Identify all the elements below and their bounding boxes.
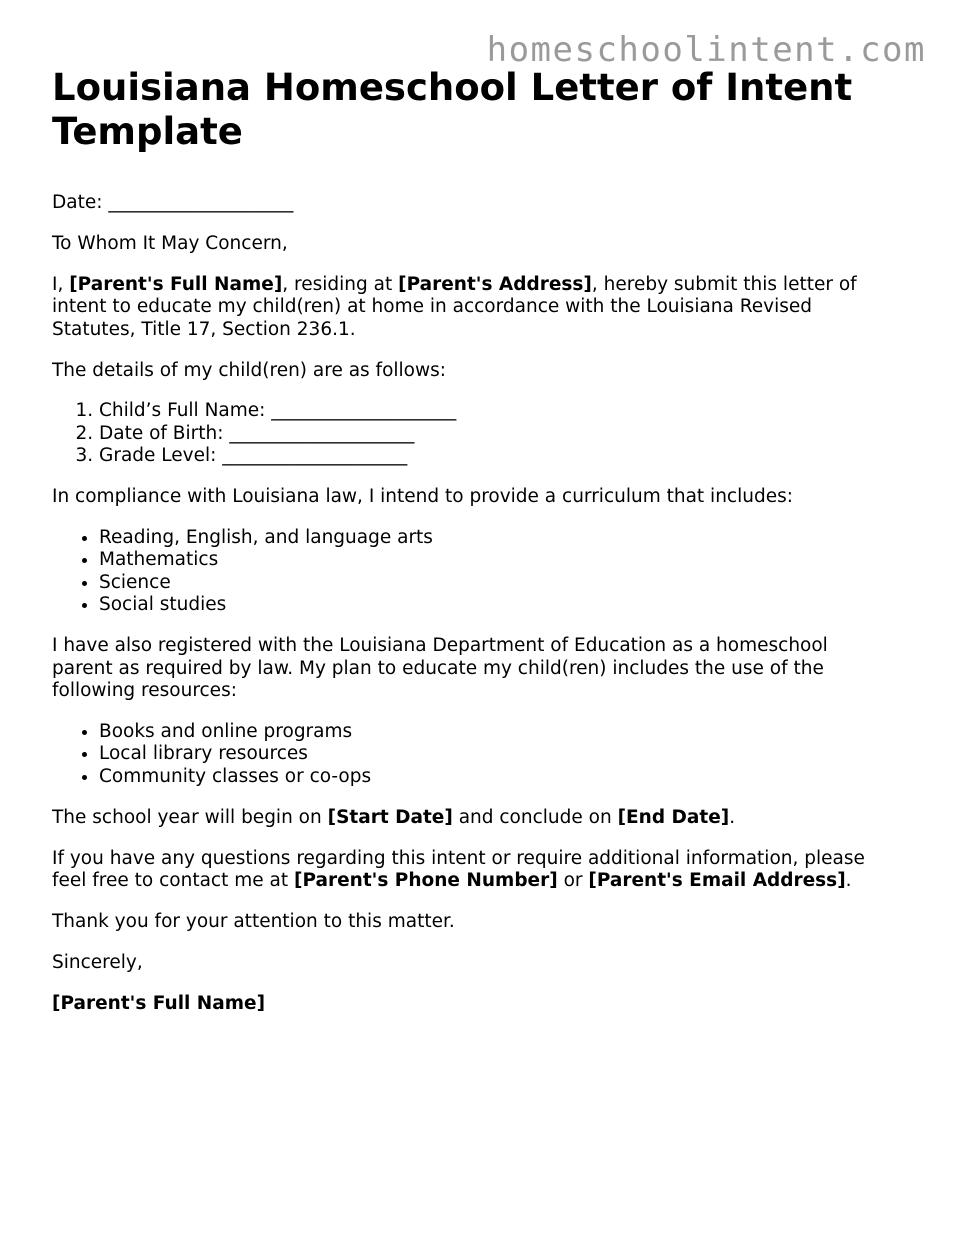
salutation: To Whom It May Concern, [52,232,288,254]
list-item: • Community classes or co-ops [99,766,892,788]
contact-text-2: or [557,869,589,891]
intro-text-3: , hereby submit this letter of intent to educate my child(ren) at home in accordance with the Louisiana Revised Statutes, Title 17, Section 236.1. [52,273,857,340]
school-year-text-1: The school year will begin on [52,806,328,828]
email-placeholder: [Parent's Email Address] [588,869,846,891]
contact-text-1: If you have any questions regarding this intent or require additional information, please feel free to contact me at [52,847,865,891]
child-name-field: 1. Child’s Full Name: ____________________ [99,400,892,422]
letter-document [52,66,892,1034]
intro-text-2: , residing at [282,273,399,295]
school-year-paragraph [52,807,892,829]
list-item: • Mathematics [99,549,892,571]
school-year-text-2: and conclude on [452,806,618,828]
children-intro: The details of my child(ren) are as follows: [52,359,446,381]
child-grade-field: 3. Grade Level: ____________________ [99,445,892,467]
school-year-text-3: . [729,806,736,828]
parent-address-placeholder: [Parent's Address] [398,273,592,295]
page-title: Louisiana Homeschool Letter of Intent Template [52,66,853,153]
signature-name [52,993,892,1015]
signature-placeholder: [Parent's Full Name] [52,992,266,1014]
list-item: • Reading, English, and language arts [99,527,892,549]
date-line: Date: ____________________ [52,192,294,213]
contact-paragraph [52,848,892,893]
contact-text-3: . [845,869,852,891]
resources-intro: I have also registered with the Louisiana Department of Education as a homeschool parent as required by law. My plan to educate my child(ren) includes the use of the following resources: [52,635,828,701]
child-birthdate-field: 2. Date of Birth: ____________________ [99,423,892,445]
child-details-list [52,400,892,467]
thanks-line: Thank you for your attention to this matter. [52,910,455,932]
start-date-placeholder: [Start Date] [327,806,453,828]
closing-line: Sincerely, [52,951,143,973]
list-item: • Social studies [99,594,892,616]
curriculum-list [52,527,892,617]
parent-name-placeholder: [Parent's Full Name] [69,273,283,295]
end-date-placeholder: [End Date] [617,806,730,828]
list-item: • Science [99,572,892,594]
list-item: • Books and online programs [99,721,892,743]
list-item: • Local library resources [99,743,892,765]
intro-paragraph [52,274,892,341]
intro-text-1: I, [52,273,70,295]
watermark-text: homeschoolintent.com [486,30,926,70]
curriculum-intro: In compliance with Louisiana law, I intend to provide a curriculum that includes: [52,486,793,508]
phone-placeholder: [Parent's Phone Number] [293,869,558,891]
resources-list [52,721,892,788]
